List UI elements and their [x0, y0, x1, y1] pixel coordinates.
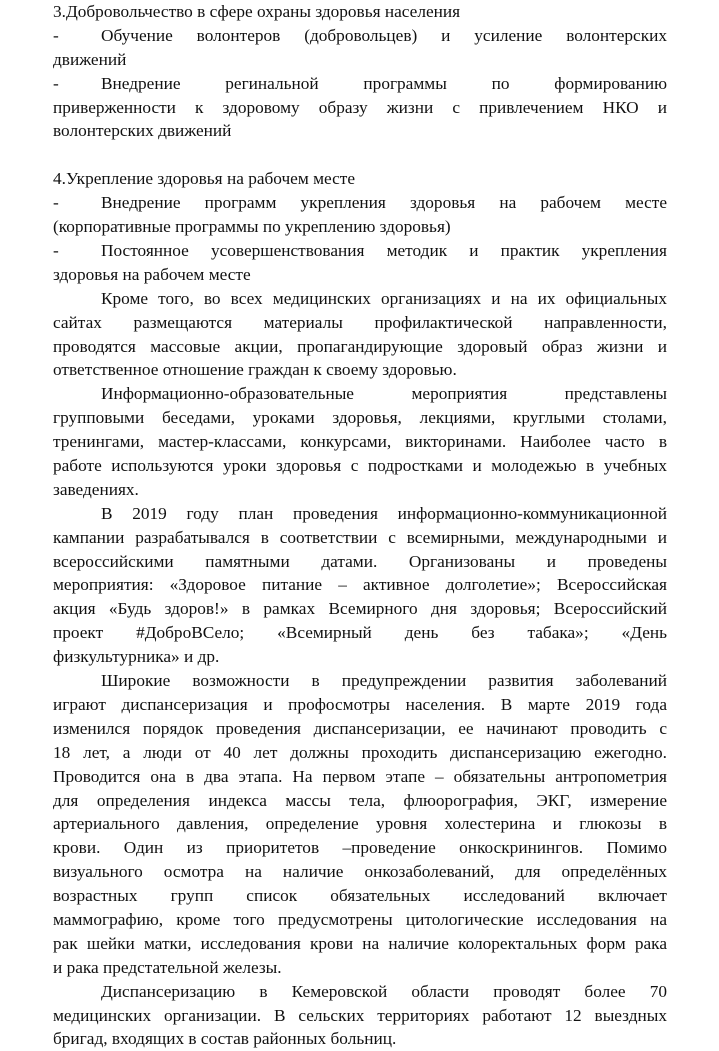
text-line: движений: [53, 49, 127, 69]
section-4-item-1: [53, 191, 667, 215]
text-line: изменился порядок проведения диспансеризации, ее начинают проводить с: [53, 718, 667, 738]
section-3-item-1: [53, 24, 667, 48]
text-line: акция «Будь здоров!» в рамках Всемирного дня здоровья; Всероссийский: [53, 599, 667, 619]
text-line: приверженности к здоровому образу жизни с привлечением НКО и: [53, 97, 667, 117]
bullet-dash: -: [53, 73, 59, 93]
text-line: тренингами, мастер-классами, конкурсами, викторинами. Наиболее часто в: [53, 432, 667, 452]
text-line: проект #ДоброВСело; «Всемирный день без табака»; «День: [53, 623, 667, 643]
text-line: рак шейки матки, исследования крови на наличие колоректальных форм рака: [53, 933, 667, 953]
text-line: визуального осмотра на наличие онкозаболеваний, для определённых: [53, 862, 667, 882]
text-line: маммографию, кроме того предусмотрены цитологические исследования на: [53, 909, 667, 929]
text-line: Широкие возможности в предупреждении развития заболеваний: [101, 671, 667, 691]
bullet-dash: -: [53, 25, 59, 45]
text-line: работе используются уроки здоровья с подростками и молодежью в учебных: [53, 456, 667, 476]
text-line: Постоянное усовершенствования методик и практик укрепления: [101, 241, 667, 261]
bullet-dash: -: [53, 193, 59, 213]
text-line: бригад, входящих в состав районных больниц.: [53, 1029, 397, 1049]
text-line: играют диспансеризация и профосмотры населения. В марте 2019 года: [53, 694, 667, 714]
text-line: проводятся массовые акции, пропагандирующие здоровый образ жизни и: [53, 336, 667, 356]
text-line: Внедрение регинальной программы по формированию: [101, 73, 667, 93]
bullet-dash: -: [53, 241, 59, 261]
text-line: Проводится она в два этапа. На первом этапе – обязательны антропометрия: [53, 766, 667, 786]
text-line: ответственное отношение граждан к своему здоровью.: [53, 360, 457, 380]
text-line: сайтах размещаются материалы профилактической направленности,: [53, 312, 667, 332]
section-4-heading: 4.Укрепление здоровья на рабочем месте: [53, 169, 356, 189]
text-line: Диспансеризацию в Кемеровской области проводят более 70: [101, 981, 667, 1001]
text-line: медицинских организации. В сельских территориях работают 12 выездных: [53, 1005, 667, 1025]
text-line: физкультурника» и др.: [53, 647, 220, 667]
text-line: волонтерских движений: [53, 121, 232, 141]
text-line: Информационно-образовательные мероприятия представлены: [101, 384, 667, 404]
text-line: всероссийскими памятными датами. Организованы и проведены: [53, 551, 667, 571]
text-line: крови. Один из приоритетов –проведение онкоскринингов. Помимо: [53, 838, 667, 858]
section-spacer: [53, 143, 667, 167]
text-line: и рака предстательной железы.: [53, 957, 282, 977]
text-line: заведениях.: [53, 479, 139, 499]
section-3-item-2: [53, 72, 667, 96]
text-line: Обучение волонтеров (добровольцев) и усиление волонтерских: [101, 25, 667, 45]
section-3-heading: 3.Добровольчество в сфере охраны здоровья населения: [53, 2, 461, 21]
text-line: (корпоративные программы по укреплению здоровья): [53, 217, 451, 237]
text-line: возрастных групп список обязательных исследований включает: [53, 886, 667, 906]
text-line: кампании разрабатывался в соответствии с всемирными, международными и: [53, 527, 667, 547]
text-line: артериального давления, определение уровня холестерина и глюкозы в: [53, 814, 667, 834]
text-line: для определения индекса массы тела, флюорография, ЭКГ, измерение: [53, 790, 667, 810]
text-line: групповыми беседами, уроками здоровья, лекциями, круглыми столами,: [53, 408, 667, 428]
paragraph-promotion: [53, 287, 667, 383]
text-line: мероприятия: «Здоровое питание – активное долголетие»; Всероссийская: [53, 575, 667, 595]
paragraph-events: [53, 382, 667, 501]
paragraph-kemerovo: [53, 980, 667, 1051]
text-line: Внедрение программ укрепления здоровья на рабочем месте: [101, 193, 667, 213]
text-line: В 2019 году план проведения информационно-коммуникационной: [101, 503, 667, 523]
text-line: 18 лет, а люди от 40 лет должны проходить диспансеризацию ежегодно.: [53, 742, 667, 762]
text-line: здоровья на рабочем месте: [53, 264, 251, 284]
text-line: Кроме того, во всех медицинских организациях и на их официальных: [101, 288, 667, 308]
paragraph-campaign-2019: [53, 502, 667, 669]
section-4-item-2: [53, 239, 667, 263]
paragraph-dispensarization: [53, 669, 667, 980]
